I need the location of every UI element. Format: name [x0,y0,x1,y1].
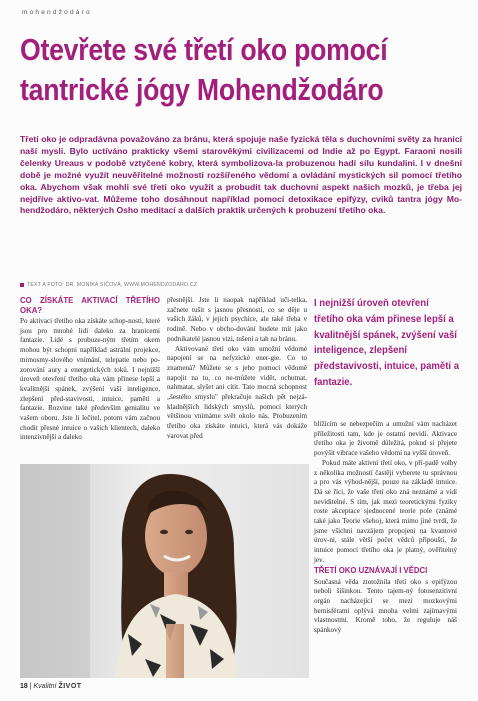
column-3-lower [314,566,457,636]
section-heading-vedci: TŘETÍ OKO UZNÁVAJÍ I VĚDCI [314,566,428,575]
section-rubric: mohendžodáro [22,9,92,16]
magazine-name-part1: Kvalitní [33,683,57,690]
credit-square-icon [20,283,24,287]
title-line-2: tantrické jógy Mohendžodáro [20,72,384,107]
column-3 [314,420,457,566]
body-paragraph: blížícím se nebezpečím a umožní vám nacházet příležitosti tam, kde je ostatní nevidí. Aktivace třetího oka je životně důležitá, pokud si přejete povýšit vibrace vašeho vědomí na vyšší úroveň. [314,420,457,458]
title-line-1: Otevřete své třetí oko pomocí [20,32,388,67]
column-2 [167,296,307,442]
column-1 [20,296,160,443]
credit-text: TEXT A FOTO: DR. MONIKA SIČOVÁ, WWW.MOHENDZODARO.CZ [27,282,198,288]
page-footer: 18 | Kvalitní ŽIVOT [20,683,82,690]
body-paragraph: Aktivované třetí oko vám umožní vědomé napojení se na nefyzické ener-gie. Co to znamená? Můžete se s jeho pomocí vědomě napojit na to, co ne-můžete vidět, ochutnat, nahmatat, slyšet ani cítit. Tato mocná schopnost „šestého smyslu" překračuje našich pět nejzá-kladnějších lidských smyslů, pomocí kterých většinou vnímáme svět okolo nás. Probuzením třetího oka získáte intuici, která vás dokáže varovat před [167,344,307,440]
photo-credit [20,282,197,288]
body-paragraph: Po aktivaci třetího oka získáte schop-nosti, které jsou pro mnohé lidi daleko za hranicemi fantazie. Lidé s probuze-ným třetím okem mohou být schopni například astrální projekce, mimosmy-slového vnímání, telepatie nebo po-zorování aury a energetických toků. I nejnižší úroveň otevření třetího oka vám přinese lepší a kvalitnější spánek, zvýšení vaší inteligence, zlepšení před-stavivosti, intuice, paměti a fantazie. Rozvine také především genialitu ve vašem oboru. Jste li lečitel, potom vám začnou chodit přesné intuice o vašich klientech, daleko intenzivnější a daleko [20,317,160,442]
portrait-photo [20,464,309,678]
pull-quote: I nejnižší úroveň otevření třetího oka vám přinese lepší a kvalitnější spánek, zvýšení vaší inteligence, zlepšení představivosti, intuice, paměti a fantazie. [314,298,460,388]
article-title [20,30,405,110]
article-lead: Třetí oko je odpradávna považováno za bránu, která spojuje naše fyzická těla s duchovními světy za hranicí naší mysli. Bylo uctíváno prakticky všemi starověkými civilizacemi od Indie až po Egypt. Faraoni nosili čelenky Ureaus v podobě vztyčené kobry, která symbolizova-la probuzenou hadí sílu kundalini. I v dnešní době je možné využít neuvěřitelné možnosti rozšířeného vědomí a ovládání mystických sil pomocí třetího oka. Abychom však mohli své třetí oko využít a probudit tak duchovní aspekt našich mozků, je třeba jej nejdříve aktivo-vat. Můžeme toho dosáhnout například pomocí detoxikace epifýzy, cviků tantra jógy Mo-hendžodáro, některých Osho meditací a dalších praktik určených k probuzení třetího oka. [20,134,462,216]
section-heading-aktivace: CO ZÍSKÁTE AKTIVACÍ TŘETÍHO OKA? [20,296,160,315]
portrait-illustration [20,464,309,678]
body-paragraph: přesnější. Jste li naopak například uči-telka, začnete tušit s jasnou přesností, co se děje u vašich žáků, v jejich psychice, ale také třeba v rodině. Nebo v obcho-dování budete mít jako podnikatelé jasnou vizi, tušení a tah na bránu. [167,296,307,343]
magazine-name-part2: ŽIVOT [58,683,82,690]
page-number: 18 [20,683,28,690]
body-paragraph: Současná věda ztotožnila třetí oko s epifýzou neboli šišinkou. Tento tajem-ný fotosenzitivní orgán nacházející se mezi mozkovými hemisférami oplývá mnoha velmi zajímavými vlastnostmi. Kromě toho, že reguluje náš spánkový [314,577,457,635]
body-paragraph: Pokud máte aktivní třetí oko, v pří-padě volby z několika možností častěji vyberete tu správnou a pro vás výhod-nější, pouze na základě intuice. Dá se říci, že vaše třetí oko zná neznámé a vidí neviditelné. S tím, jak mezi teoretickými fyziky roste akceptace sjednocené teorie pole (známé také jako Teorie všeho), která mimo jiné tvrdí, že jsme všichni navzájem propojeni na kvantové úrov-ni, stále větší počet vědců připouští, že intuice pomocí třetího oka je platný, ověřitelný jev. [314,458,457,564]
